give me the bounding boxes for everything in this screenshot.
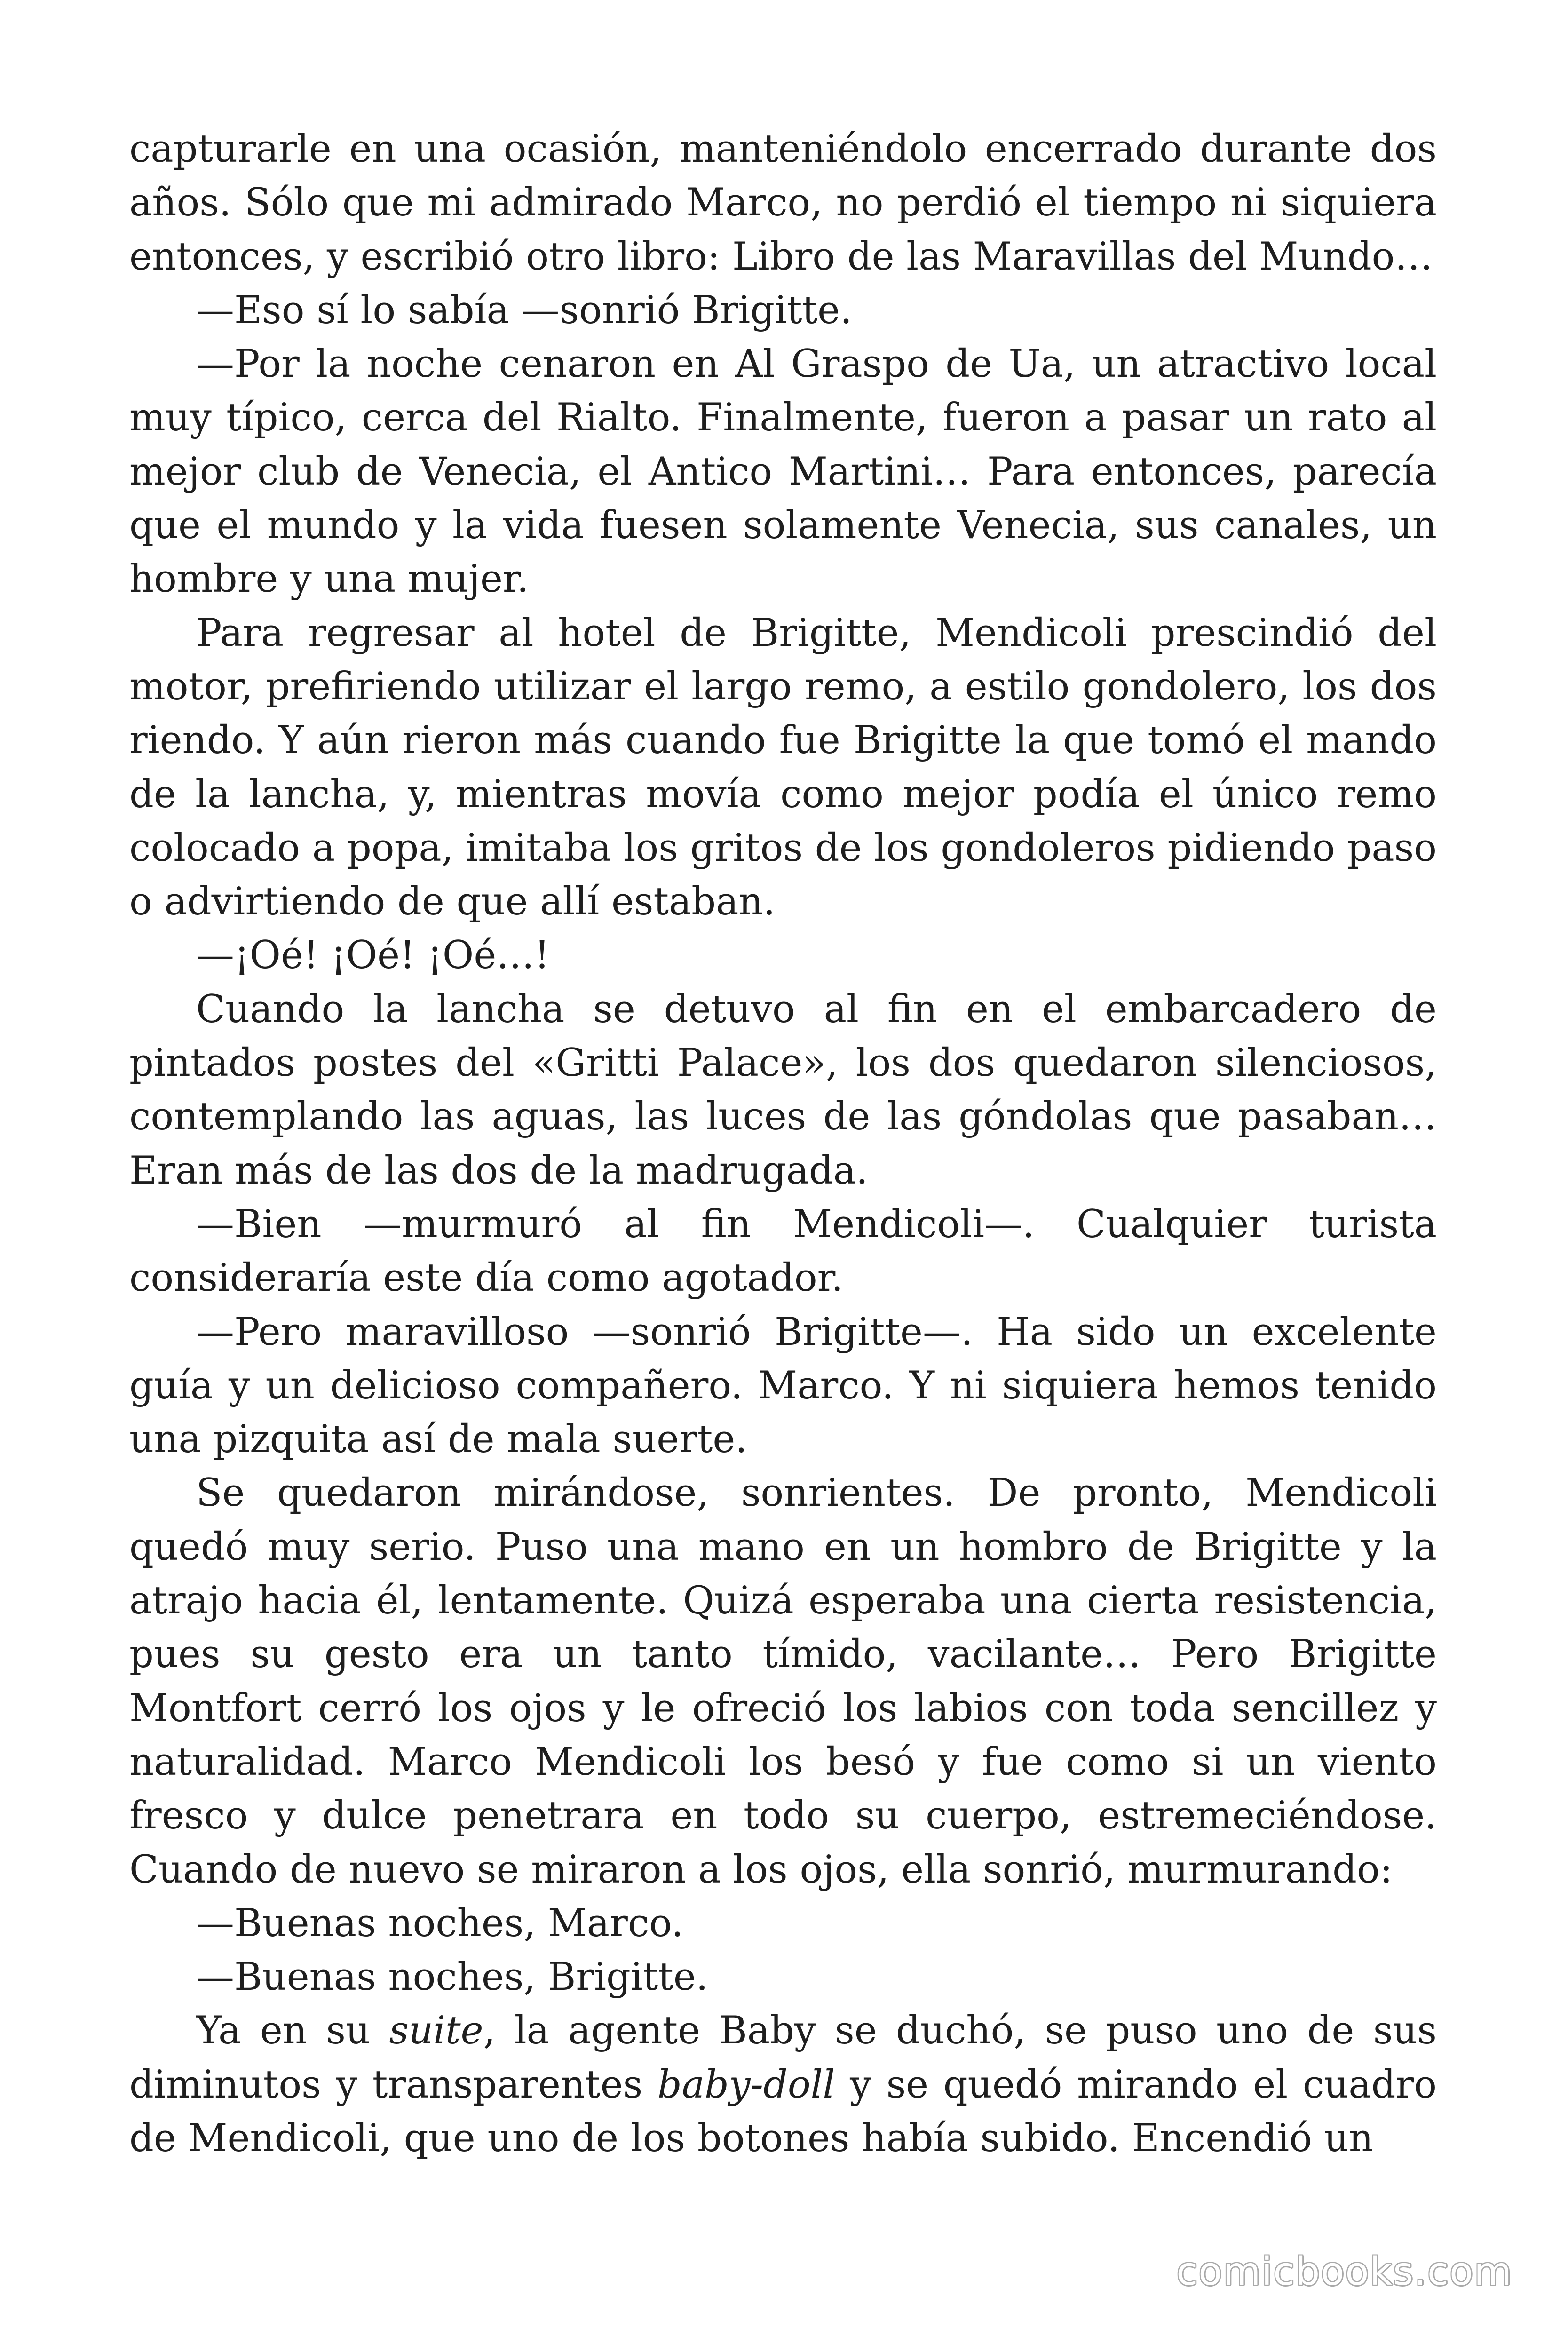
paragraph (129, 606, 1437, 929)
paragraph (129, 1305, 1437, 1467)
paragraph (129, 2004, 1437, 2165)
paragraph (129, 1897, 1437, 1950)
paragraph (129, 1950, 1437, 2004)
paragraph-text: y se quedó mirando el cuadro de Mendicoli, que uno de los botones había subido. Encendió un (129, 2062, 1437, 2161)
paragraph-text: Ya en su (196, 2009, 389, 2053)
paragraph-text: —Buenas noches, Marco. (196, 1901, 684, 1946)
paragraph-text: Para regresar al hotel de Brigitte, Mendicoli prescindió del motor, prefiriendo utilizar el largo remo, a estilo gondolero, los dos riendo. Y aún rieron más cuando fue Brigitte la que tomó el mando de la lancha, y, mientras movía como mejor podía el único remo colocado a popa, imitaba los gritos de los gondoleros pidiendo paso o advirtiendo de que allí estaban. (129, 611, 1437, 924)
page-text (129, 122, 1437, 2165)
paragraph-text: —Pero maravilloso —sonrió Brigitte—. Ha sido un excelente guía y un delicioso compañero. Marco. Y ni siquiera hemos tenido una pizquita así de mala suerte. (129, 1310, 1437, 1462)
paragraph-text: —¡Oé! ¡Oé! ¡Oé…! (196, 933, 550, 978)
watermark-text: comicbooks.com (1176, 2249, 1513, 2294)
paragraph-text: capturarle en una ocasión, manteniéndolo encerrado durante dos años. Sólo que mi admirado Marco, no perdió el tiempo ni siquiera entonces, y escribió otro libro: Libro de las Maravillas del Mundo… (129, 127, 1437, 279)
paragraph (129, 284, 1437, 337)
paragraph-text: Se quedaron mirándose, sonrientes. De pronto, Mendicoli quedó muy serio. Puso una mano en un hombro de Brigitte y la atrajo hacia él, lentamente. Quizá esperaba una cierta resistencia, pues su gesto era un tanto tímido, vacilante… Pero Brigitte Montfort cerró los ojos y le ofreció los labios con toda sencillez y naturalidad. Marco Mendicoli los besó y fue como si un viento fresco y dulce penetrara en todo su cuerpo, estremeciéndose. Cuando de nuevo se miraron a los ojos, ella sonrió, murmurando: (129, 1471, 1437, 1892)
paragraph (129, 337, 1437, 606)
paragraph-text: —Por la noche cenaron en Al Graspo de Ua, un atractivo local muy típico, cerca del Rialto. Finalmente, fueron a pasar un rato al mejor club de Venecia, el Antico Martini… Para entonces, parecía que el mundo y la vida fuesen solamente Venecia, sus canales, un hombre y una mujer. (129, 342, 1437, 602)
paragraph (129, 983, 1437, 1198)
paragraph-text: —Buenas noches, Brigitte. (196, 1955, 708, 2000)
paragraph-text: —Bien —murmuró al fin Mendicoli—. Cualquier turista consideraría este día como agotador. (129, 1202, 1437, 1301)
paragraph-text: Cuando la lancha se detuvo al fin en el embarcadero de pintados postes del «Gritti Palace», los dos quedaron silenciosos, contemplando las aguas, las luces de las góndolas que pasaban… Eran más de las dos de la madrugada. (129, 987, 1437, 1193)
paragraph (129, 1198, 1437, 1305)
paragraph (129, 929, 1437, 982)
italic-text: suite (389, 2009, 483, 2053)
paragraph (129, 1466, 1437, 1896)
paragraph-text: —Eso sí lo sabía —sonrió Brigitte. (196, 288, 852, 333)
italic-text: baby-doll (657, 2062, 835, 2107)
paragraph (129, 122, 1437, 284)
paragraph-text: , la agente Baby se duchó, se puso uno de sus diminutos y transparentes (129, 2009, 1437, 2107)
